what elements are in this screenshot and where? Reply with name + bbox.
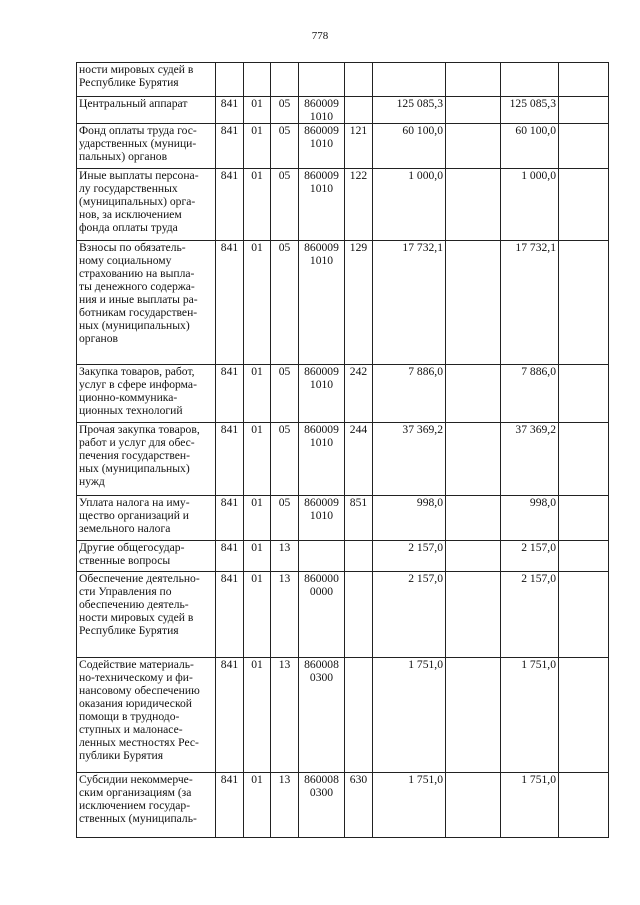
amount-cell: 1 751,0: [373, 658, 446, 773]
target-article-cell: [299, 496, 345, 541]
empty-cell: [446, 63, 501, 97]
row-name-line: ному социальному: [79, 254, 172, 267]
department-code-cell: 841: [216, 496, 244, 541]
row-name-cell: [77, 572, 216, 658]
section-code-cell: 01: [244, 658, 271, 773]
subsection-code-cell: 05: [271, 365, 299, 423]
target-article-line: 860009: [304, 97, 339, 110]
target-article-cell: [299, 572, 345, 658]
row-name-line: ния и иные выплаты ра-: [79, 293, 198, 306]
target-article-line: 1010: [309, 110, 334, 123]
row-name-line: ленных местностях Рес-: [79, 736, 199, 749]
target-article-cell: [299, 63, 345, 97]
row-name-line: Уплата налога на иму-: [79, 496, 190, 509]
row-name-line: ных (муниципальных): [79, 462, 190, 475]
row-name-cell: [77, 541, 216, 572]
row-name-line: Другие общегосудар-: [79, 541, 185, 554]
target-article-line: 0000: [309, 585, 334, 598]
row-name-line: фонда оплаты труда: [79, 221, 178, 234]
section-code-cell: 01: [244, 541, 271, 572]
department-code-cell: 841: [216, 658, 244, 773]
row-name-cell: [77, 97, 216, 124]
amount-total-cell: 998,0: [501, 496, 559, 541]
target-article-line: 1010: [309, 137, 334, 150]
table-body: [77, 63, 609, 838]
row-name-line: ционно-коммуника-: [79, 391, 178, 404]
target-article-line: 0300: [309, 671, 334, 684]
table-row: [77, 124, 609, 169]
target-article-line: 0300: [309, 786, 334, 799]
amount-total-cell: 2 157,0: [501, 541, 559, 572]
row-name-line: сти Управления по: [79, 585, 172, 598]
target-article-cell: [299, 124, 345, 169]
section-code-cell: [244, 63, 271, 97]
target-article-cell: [299, 169, 345, 241]
subsection-code-cell: 13: [271, 658, 299, 773]
amount-cell: 17 732,1: [373, 241, 446, 365]
target-article-cell: [299, 97, 345, 124]
row-name-line: Республике Бурятия: [79, 624, 179, 637]
target-article-line: 860009: [304, 423, 339, 436]
amount-cell: 998,0: [373, 496, 446, 541]
section-code-cell: 01: [244, 124, 271, 169]
subsection-code-cell: 05: [271, 169, 299, 241]
department-code-cell: 841: [216, 97, 244, 124]
amount-total-cell: 1 000,0: [501, 169, 559, 241]
row-name-line: ственных (муниципаль-: [79, 812, 197, 825]
row-name-cell: [77, 169, 216, 241]
table-row: [77, 241, 609, 365]
row-name-line: оказания юридической: [79, 697, 192, 710]
section-code-cell: 01: [244, 365, 271, 423]
expense-type-cell: 122: [345, 169, 373, 241]
row-name-line: ским организациям (за: [79, 786, 192, 799]
expense-type-cell: 630: [345, 773, 373, 838]
row-name-line: пальных) органов: [79, 150, 168, 163]
amount-total-cell: 1 751,0: [501, 658, 559, 773]
expense-type-cell: [345, 97, 373, 124]
empty-cell: [559, 97, 609, 124]
table-row: [77, 97, 609, 124]
target-article-line: 1010: [309, 254, 334, 267]
row-name-cell: [77, 423, 216, 496]
row-name-line: ственные вопросы: [79, 554, 171, 567]
budget-table: [76, 62, 609, 838]
row-name-line: земельного налога: [79, 522, 171, 535]
amount-total-cell: [501, 63, 559, 97]
empty-cell: [559, 773, 609, 838]
amount-cell: 37 369,2: [373, 423, 446, 496]
subsection-code-cell: [271, 63, 299, 97]
subsection-code-cell: 05: [271, 423, 299, 496]
section-code-cell: 01: [244, 423, 271, 496]
target-article-line: 860009: [304, 124, 339, 137]
target-article-cell: [299, 658, 345, 773]
empty-cell: [446, 658, 501, 773]
target-article-line: 860000: [304, 572, 339, 585]
row-name-cell: [77, 496, 216, 541]
table-row: [77, 773, 609, 838]
department-code-cell: 841: [216, 572, 244, 658]
table-row: [77, 63, 609, 97]
empty-cell: [446, 773, 501, 838]
row-name-line: ности мировых судей в: [79, 63, 194, 76]
department-code-cell: 841: [216, 773, 244, 838]
amount-total-cell: 37 369,2: [501, 423, 559, 496]
row-name-line: Взносы по обязатель-: [79, 241, 186, 254]
target-article-cell: [299, 365, 345, 423]
empty-cell: [559, 423, 609, 496]
row-name-line: обеспечению деятель-: [79, 598, 189, 611]
amount-cell: 2 157,0: [373, 541, 446, 572]
expense-type-cell: 121: [345, 124, 373, 169]
row-name-line: Центральный аппарат: [79, 97, 188, 110]
target-article-cell: [299, 773, 345, 838]
expense-type-cell: 129: [345, 241, 373, 365]
row-name-line: нов, за исключением: [79, 208, 182, 221]
amount-total-cell: 2 157,0: [501, 572, 559, 658]
row-name-line: помощи в труднодо-: [79, 710, 180, 723]
target-article-line: 1010: [309, 378, 334, 391]
row-name-line: органов: [79, 332, 118, 345]
row-name-cell: [77, 773, 216, 838]
subsection-code-cell: 13: [271, 572, 299, 658]
empty-cell: [559, 541, 609, 572]
row-name-cell: [77, 63, 216, 97]
row-name-line: Республике Бурятия: [79, 76, 179, 89]
table-row: [77, 541, 609, 572]
row-name-line: ботникам государствен-: [79, 306, 198, 319]
row-name-line: Закупка товаров, работ,: [79, 365, 195, 378]
row-name-line: ты денежного содержа-: [79, 280, 195, 293]
target-article-line: 860008: [304, 658, 339, 671]
row-name-cell: [77, 241, 216, 365]
table-row: [77, 658, 609, 773]
empty-cell: [559, 124, 609, 169]
subsection-code-cell: 05: [271, 496, 299, 541]
row-name-line: ционных технологий: [79, 404, 183, 417]
target-article-cell: [299, 423, 345, 496]
amount-total-cell: 1 751,0: [501, 773, 559, 838]
amount-cell: 7 886,0: [373, 365, 446, 423]
row-name-line: Иные выплаты персона-: [79, 169, 199, 182]
row-name-line: Содействие материаль-: [79, 658, 194, 671]
row-name-line: публики Бурятия: [79, 749, 164, 762]
row-name-line: работ и услуг для обес-: [79, 436, 195, 449]
empty-cell: [446, 241, 501, 365]
page-number: 778: [311, 30, 329, 42]
row-name-line: исключением государ-: [79, 799, 191, 812]
department-code-cell: 841: [216, 124, 244, 169]
section-code-cell: 01: [244, 241, 271, 365]
row-name-line: страхованию на выпла-: [79, 267, 195, 280]
section-code-cell: 01: [244, 773, 271, 838]
row-name-line: печения государствен-: [79, 449, 190, 462]
row-name-line: щество организаций и: [79, 509, 190, 522]
row-name-line: лу государственных: [79, 182, 178, 195]
subsection-code-cell: 05: [271, 241, 299, 365]
department-code-cell: 841: [216, 541, 244, 572]
expense-type-cell: [345, 541, 373, 572]
amount-cell: 1 000,0: [373, 169, 446, 241]
empty-cell: [559, 169, 609, 241]
target-article-cell: [299, 241, 345, 365]
empty-cell: [559, 365, 609, 423]
expense-type-cell: [345, 572, 373, 658]
amount-cell: 2 157,0: [373, 572, 446, 658]
row-name-line: Фонд оплаты труда гос-: [79, 124, 197, 137]
row-name-line: нужд: [79, 475, 105, 488]
section-code-cell: 01: [244, 97, 271, 124]
amount-total-cell: 60 100,0: [501, 124, 559, 169]
target-article-line: 860009: [304, 241, 339, 254]
amount-cell: 1 751,0: [373, 773, 446, 838]
table-row: [77, 423, 609, 496]
empty-cell: [559, 63, 609, 97]
empty-cell: [446, 496, 501, 541]
amount-cell: [373, 63, 446, 97]
department-code-cell: 841: [216, 169, 244, 241]
row-name-line: но-техническому и фи-: [79, 671, 193, 684]
expense-type-cell: [345, 658, 373, 773]
amount-total-cell: 7 886,0: [501, 365, 559, 423]
empty-cell: [446, 124, 501, 169]
table-row: [77, 496, 609, 541]
expense-type-cell: [345, 63, 373, 97]
section-code-cell: 01: [244, 496, 271, 541]
row-name-line: услуг в сфере информа-: [79, 378, 197, 391]
subsection-code-cell: 05: [271, 124, 299, 169]
subsection-code-cell: 13: [271, 541, 299, 572]
expense-type-cell: 244: [345, 423, 373, 496]
empty-cell: [446, 169, 501, 241]
amount-cell: 60 100,0: [373, 124, 446, 169]
target-article-cell: [299, 541, 345, 572]
table-row: [77, 169, 609, 241]
row-name-line: ных (муниципальных): [79, 319, 190, 332]
target-article-line: 860009: [304, 365, 339, 378]
empty-cell: [446, 541, 501, 572]
empty-cell: [559, 241, 609, 365]
empty-cell: [559, 572, 609, 658]
row-name-line: ударственных (муници-: [79, 137, 197, 150]
expense-type-cell: 851: [345, 496, 373, 541]
subsection-code-cell: 05: [271, 97, 299, 124]
row-name-cell: [77, 365, 216, 423]
department-code-cell: 841: [216, 365, 244, 423]
empty-cell: [446, 572, 501, 658]
section-code-cell: 01: [244, 572, 271, 658]
subsection-code-cell: 13: [271, 773, 299, 838]
table-row: [77, 572, 609, 658]
amount-cell: 125 085,3: [373, 97, 446, 124]
table-row: [77, 365, 609, 423]
section-code-cell: 01: [244, 169, 271, 241]
target-article-line: 1010: [309, 509, 334, 522]
amount-total-cell: 17 732,1: [501, 241, 559, 365]
empty-cell: [446, 97, 501, 124]
target-article-line: 860009: [304, 169, 339, 182]
department-code-cell: 841: [216, 241, 244, 365]
target-article-line: 1010: [309, 182, 334, 195]
empty-cell: [559, 496, 609, 541]
row-name-line: ности мировых судей в: [79, 611, 194, 624]
empty-cell: [446, 423, 501, 496]
row-name-line: Прочая закупка товаров,: [79, 423, 200, 436]
department-code-cell: [216, 63, 244, 97]
target-article-line: 860008: [304, 773, 339, 786]
amount-total-cell: 125 085,3: [501, 97, 559, 124]
row-name-line: нансовому обеспечению: [79, 684, 200, 697]
row-name-cell: [77, 658, 216, 773]
expense-type-cell: 242: [345, 365, 373, 423]
row-name-line: Обеспечение деятельно-: [79, 572, 200, 585]
row-name-line: Субсидии некоммерче-: [79, 773, 193, 786]
department-code-cell: 841: [216, 423, 244, 496]
row-name-line: (муниципальных) орга-: [79, 195, 196, 208]
empty-cell: [559, 658, 609, 773]
target-article-line: 860009: [304, 496, 339, 509]
empty-cell: [446, 365, 501, 423]
row-name-cell: [77, 124, 216, 169]
target-article-line: 1010: [309, 436, 334, 449]
row-name-line: ступных и малонасе-: [79, 723, 183, 736]
